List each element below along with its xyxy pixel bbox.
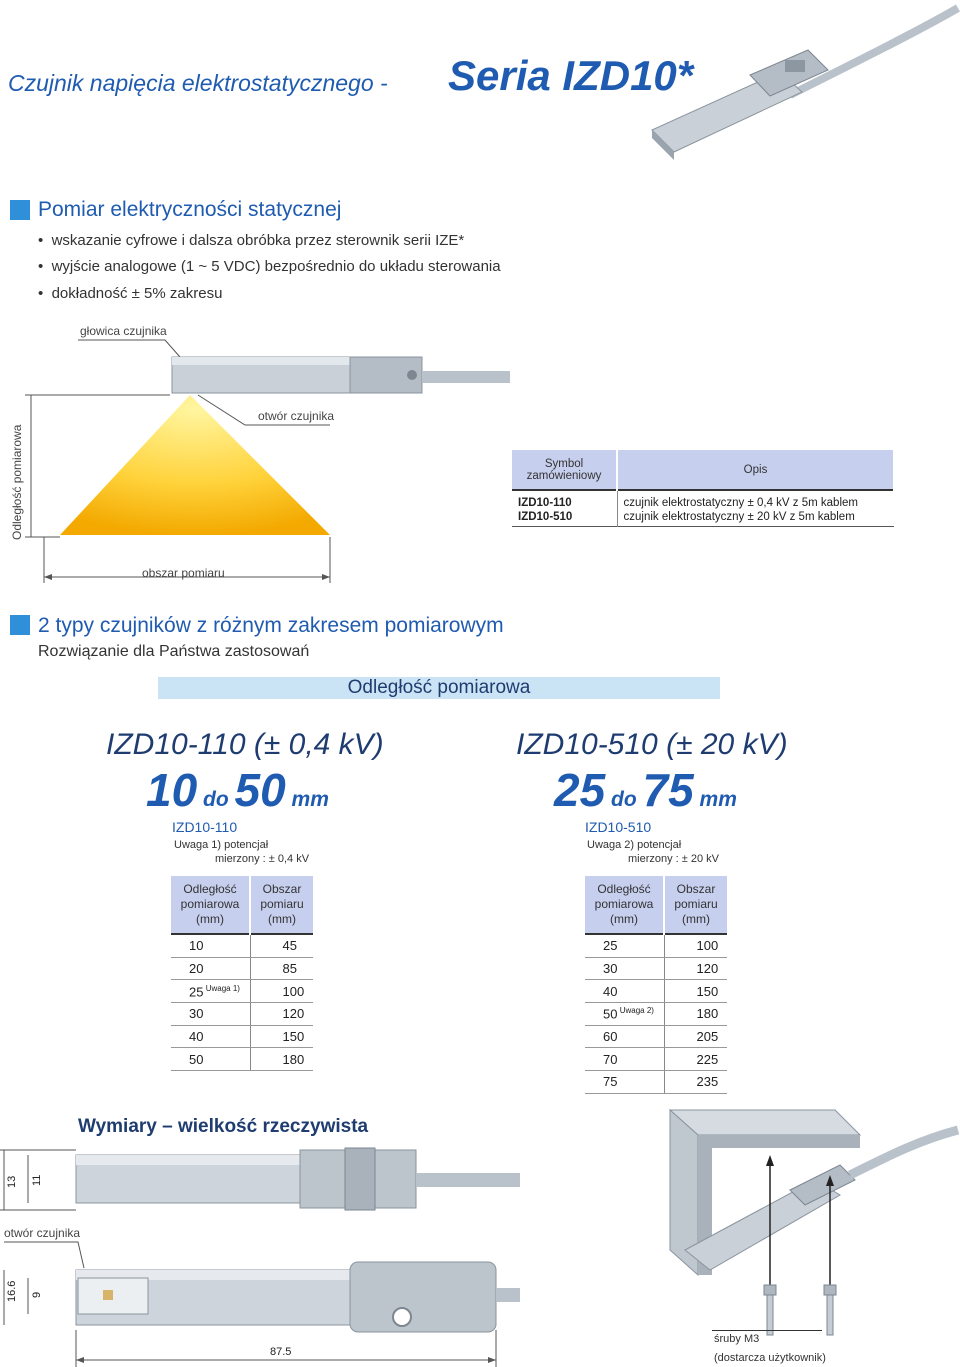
- section2-subheading: Rozwiązanie dla Państwa zastosowań: [38, 643, 310, 660]
- dim-11: 11: [31, 1174, 43, 1186]
- model-label-left: IZD10-110: [172, 819, 238, 835]
- cell-distance: 70: [585, 1048, 664, 1071]
- section-marker: [10, 200, 30, 220]
- title-series: Seria IZD10*: [448, 52, 694, 99]
- cell-distance: 25 $^{Uwaga 1)}$: [171, 980, 250, 1003]
- cell-distance: 50 $^{Uwaga 2)}$: [585, 1003, 664, 1026]
- dimension-drawing: [0, 1130, 520, 1367]
- order-col-desc: Opis: [617, 450, 894, 490]
- screws-callout-line: [712, 1330, 822, 1331]
- measuring-distance-bar: Odległość pomiarowa: [158, 677, 720, 699]
- cell-area: 100: [664, 934, 727, 957]
- product-photo-top: [640, 0, 960, 170]
- col-area: Obszar pomiaru (mm): [250, 876, 313, 934]
- label-measuring-area: obszar pomiaru: [142, 566, 225, 580]
- cell-area: 180: [664, 1003, 727, 1026]
- values-table-left: [171, 876, 313, 1071]
- section-marker: [10, 615, 30, 635]
- col-area: Obszar pomiaru (mm): [664, 876, 727, 934]
- label-sensor-hole-2: otwór czujnika: [4, 1226, 81, 1240]
- title-prefix: Czujnik napięcia elektrostatycznego -: [8, 70, 388, 96]
- note-right-2: mierzony : ± 20 kV: [628, 853, 720, 865]
- dim-16-6: 16.6: [6, 1280, 18, 1302]
- range-right: 25 do 75 mm: [554, 764, 737, 816]
- cell-distance: 10: [171, 934, 250, 957]
- cell-distance: 40: [171, 1025, 250, 1048]
- cell-distance: 75: [585, 1071, 664, 1094]
- cell-distance: 60: [585, 1025, 664, 1048]
- note-left-2: mierzony : ± 0,4 kV: [215, 853, 310, 865]
- dim-13: 13: [6, 1175, 18, 1188]
- cell-area: 150: [250, 1025, 313, 1048]
- cell-distance: 50: [171, 1048, 250, 1071]
- bullet-3: • dokładność ± 5% zakresu: [38, 285, 223, 302]
- section3-heading: Wymiary – wielkość rzeczywista: [78, 1116, 369, 1137]
- dim-87-5: 87.5: [270, 1346, 292, 1358]
- cell-distance: 40: [585, 980, 664, 1003]
- cell-distance: 25: [585, 934, 664, 957]
- model-label-right: IZD10-510: [585, 819, 652, 835]
- cell-area: 100: [250, 980, 313, 1003]
- cell-area: 45: [250, 934, 313, 957]
- bullet-1: • wskazanie cyfrowe i dalsza obróbka przez sterownik serii IZE*: [38, 232, 465, 249]
- cell-area: 85: [250, 957, 313, 980]
- label-sensor-hole: otwór czujnika: [258, 409, 335, 423]
- cell-area: 235: [664, 1071, 727, 1094]
- order-desc: czujnik elektrostatyczny ± 0,4 kV z 5m kablem: [617, 490, 894, 510]
- cell-area: 120: [664, 957, 727, 980]
- cell-area: 180: [250, 1048, 313, 1071]
- cell-distance: 30: [171, 1003, 250, 1026]
- screws-label-1: śruby M3: [714, 1333, 760, 1345]
- screws-label-2: (dostarcza użytkownik): [714, 1352, 826, 1364]
- bracket-photo: [640, 1080, 960, 1340]
- order-col-code: Symbol zamówieniowy: [512, 450, 617, 490]
- col-distance: Odległość pomiarowa (mm): [171, 876, 250, 934]
- cell-area: 225: [664, 1048, 727, 1071]
- order-code: IZD10-510: [518, 511, 573, 523]
- bullet-2: • wyjście analogowe (1 ~ 5 VDC) bezpośrednio do układu sterowania: [38, 258, 501, 275]
- cell-distance: 30: [585, 957, 664, 980]
- range-left: 10 do 50 mm: [146, 764, 329, 816]
- col-distance: Odległość pomiarowa (mm): [585, 876, 664, 934]
- note-right-1: Uwaga 2) potencjał: [587, 839, 682, 851]
- order-desc: czujnik elektrostatyczny ± 20 kV z 5m kablem: [617, 510, 894, 527]
- sensor-diagram: [0, 315, 520, 600]
- label-sensor-head: głowica czujnika: [80, 324, 167, 338]
- cell-area: 205: [664, 1025, 727, 1048]
- section1-heading: Pomiar elektryczności statycznej: [38, 198, 342, 221]
- cell-distance: 20: [171, 957, 250, 980]
- section2-heading: 2 typy czujników z różnym zakresem pomiarowym: [38, 614, 504, 637]
- order-code: IZD10-110: [512, 490, 617, 510]
- values-table-right: [585, 876, 727, 1094]
- model-title-left: IZD10-110 (± 0,4 kV): [106, 728, 384, 761]
- dim-9: 9: [31, 1291, 43, 1298]
- note-left-1: Uwaga 1) potencjał: [174, 839, 269, 851]
- label-measuring-distance: Odległość pomiarowa: [10, 424, 24, 540]
- order-table: [512, 450, 895, 527]
- cell-area: 120: [250, 1003, 313, 1026]
- model-title-right: IZD10-510 (± 20 kV): [516, 728, 788, 761]
- cell-area: 150: [664, 980, 727, 1003]
